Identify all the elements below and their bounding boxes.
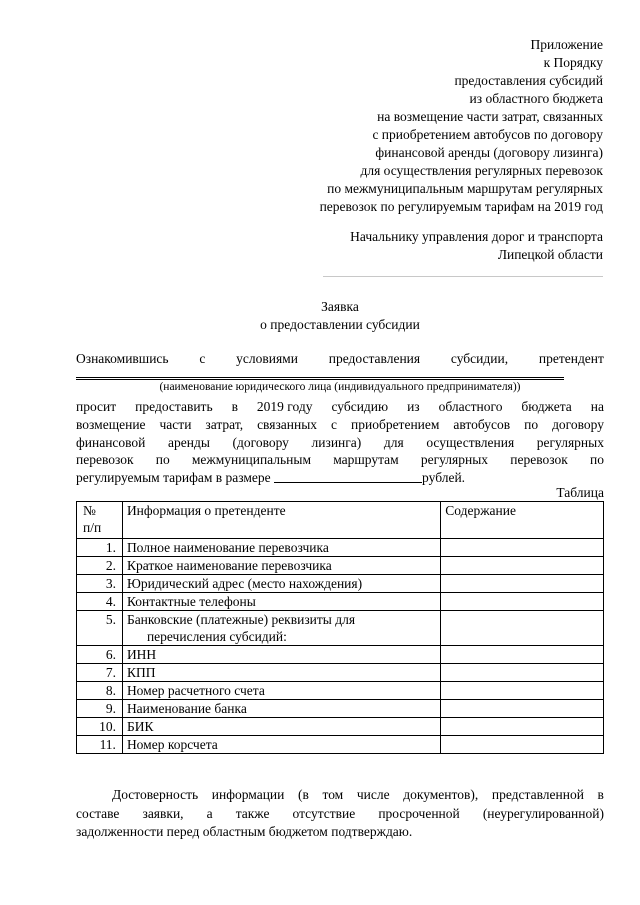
word: в [597, 787, 604, 802]
closing-line [76, 805, 604, 824]
table-row [77, 718, 604, 736]
recipient-line: Липецкой области [497, 247, 603, 262]
table-row [77, 557, 604, 575]
row-content-cell[interactable] [441, 611, 604, 646]
row-content-cell[interactable] [441, 593, 604, 611]
table-row [77, 646, 604, 664]
header-line: с приобретением автобусов по договору [372, 127, 603, 142]
request-line [76, 434, 604, 452]
word: приобретением [351, 416, 440, 432]
table-row [77, 593, 604, 611]
intro-word: Ознакомившись [76, 351, 169, 366]
header-line: финансовой аренды (договору лизинга) [375, 145, 603, 160]
row-info: Номер корсчета [122, 736, 440, 754]
row-content-cell[interactable] [441, 700, 604, 718]
word: предоставить [135, 399, 213, 414]
word: финансовой [76, 434, 146, 450]
row-info: Краткое наименование перевозчика [122, 557, 440, 575]
header-num [77, 502, 123, 539]
row-content-cell[interactable] [441, 646, 604, 664]
row-info-line: Банковские (платежные) реквизиты для [126, 612, 356, 627]
row-content-cell[interactable] [441, 575, 604, 593]
row-info: Юридический адрес (место нахождения) [122, 575, 440, 593]
word: отсутствие [292, 805, 356, 821]
word: бюджета [521, 399, 572, 414]
row-content-cell[interactable] [441, 664, 604, 682]
row-num: 9. [77, 700, 123, 718]
header-line: для осуществления регулярных перевозок [360, 163, 603, 178]
word: также [235, 805, 270, 821]
row-num: 3. [77, 575, 123, 593]
word: Достоверность [112, 787, 199, 802]
row-content-cell[interactable] [441, 682, 604, 700]
word: просит [76, 399, 117, 414]
word: перевозок [510, 452, 568, 468]
table-row [77, 575, 604, 593]
word: заявки, [142, 805, 184, 821]
closing-text: задолженности перед областным бюджетом подтверждаю. [76, 824, 413, 839]
row-info-line: перечисления субсидий: [146, 629, 287, 644]
recipient-block [203, 228, 603, 264]
word: для [383, 434, 404, 450]
intro-line [76, 350, 604, 368]
intro-word: с [199, 351, 206, 366]
row-num: 6. [77, 646, 123, 664]
table-header-row [77, 502, 604, 539]
word: том [322, 787, 344, 802]
header-line: на возмещение части затрат, связанных [377, 109, 603, 124]
row-num: 2. [77, 557, 123, 575]
word: возмещение [76, 416, 146, 432]
word: регулярных [420, 452, 489, 468]
row-content-cell[interactable] [441, 736, 604, 754]
word: из [407, 399, 420, 414]
row-num: 4. [77, 593, 123, 611]
word: части [159, 416, 192, 432]
amount-suffix: рублей. [422, 470, 466, 486]
word: по [155, 452, 170, 468]
header-num-line: № [83, 503, 96, 518]
amount-blank-field[interactable] [274, 469, 422, 483]
row-num: 1. [77, 539, 123, 557]
appendix-header [203, 36, 603, 216]
row-content-cell[interactable] [441, 539, 604, 557]
request-paragraph [76, 398, 604, 487]
word: 2019 году [256, 399, 313, 414]
word: по [524, 416, 539, 432]
intro-word: предоставления [328, 351, 421, 366]
word: а [206, 805, 213, 821]
word: областного [438, 399, 503, 414]
amount-prefix: регулируемым тарифам в размере [76, 470, 275, 486]
word: осуществления [426, 434, 515, 450]
request-line-amount [76, 469, 604, 487]
closing-line [76, 823, 604, 842]
word: связанных [257, 416, 318, 432]
table-row [77, 736, 604, 754]
row-num: 7. [77, 664, 123, 682]
confirmation-paragraph [76, 786, 604, 842]
word: просроченной [378, 805, 460, 821]
word: на [590, 399, 604, 414]
applicant-name-caption: (наименование юридического лица (индивидуального предпринимателя)) [159, 381, 521, 393]
header-line: из областного бюджета [469, 91, 603, 106]
word: перевозок [76, 452, 134, 468]
row-info: Полное наименование перевозчика [122, 539, 440, 557]
row-num: 11. [77, 736, 123, 754]
table-row [77, 664, 604, 682]
word: лизинга) [311, 434, 362, 450]
header-num-line: п/п [83, 520, 102, 535]
row-info: Наименование банка [122, 700, 440, 718]
word: (в [297, 787, 309, 802]
word: представленной [491, 787, 584, 802]
row-info [122, 611, 440, 646]
header-line: к Порядку [543, 55, 603, 70]
table-row [77, 539, 604, 557]
word: договору [552, 416, 604, 432]
table-row [77, 611, 604, 646]
word: в [231, 399, 238, 414]
request-line [76, 451, 604, 469]
row-num: 10. [77, 718, 123, 736]
word: межмуниципальным [191, 452, 312, 468]
word: маршрутам [333, 452, 399, 468]
word: субсидию [331, 399, 389, 414]
request-line [76, 398, 604, 416]
word: (неурегулированной) [482, 805, 604, 821]
table-row [77, 682, 604, 700]
row-info: ИНН [122, 646, 440, 664]
row-num: 5. [77, 611, 123, 646]
word: информации [211, 787, 285, 802]
table-row [77, 700, 604, 718]
closing-line [76, 786, 604, 805]
header-line: по межмуниципальным маршрутам регулярных [327, 181, 603, 196]
recipient-underline [323, 276, 603, 277]
row-info: КПП [122, 664, 440, 682]
row-content-cell[interactable] [441, 557, 604, 575]
document-subtitle: о предоставлении субсидии [260, 317, 420, 332]
word: аренды [168, 434, 210, 450]
header-line: предоставления субсидий [454, 73, 603, 88]
header-info: Информация о претенденте [122, 502, 440, 539]
word: с [331, 416, 338, 432]
header-content: Содержание [441, 502, 604, 539]
word: автобусов [453, 416, 511, 432]
word: по [589, 452, 604, 468]
applicant-info-table [76, 501, 604, 754]
row-info: Номер расчетного счета [122, 682, 440, 700]
recipient-line: Начальнику управления дорог и транспорта [350, 229, 603, 244]
intro-word: условиями [236, 351, 298, 366]
header-line: Приложение [530, 37, 603, 52]
request-line [76, 416, 604, 434]
row-content-cell[interactable] [441, 718, 604, 736]
row-num: 8. [77, 682, 123, 700]
word: составе [76, 805, 120, 821]
applicant-name-line [76, 377, 564, 378]
document-title: Заявка [321, 299, 359, 314]
row-info: Контактные телефоны [122, 593, 440, 611]
row-info: БИК [122, 718, 440, 736]
word: числе [356, 787, 390, 802]
header-line: перевозок по регулируемым тарифам на 2019 год [319, 199, 603, 214]
word: затрат, [205, 416, 244, 432]
intro-word: претендент [538, 351, 604, 366]
word: регулярных [536, 434, 604, 450]
word: (договору [232, 434, 289, 450]
intro-word: субсидии, [450, 351, 509, 366]
word: документов), [403, 787, 479, 802]
table-caption: Таблица [556, 485, 604, 500]
